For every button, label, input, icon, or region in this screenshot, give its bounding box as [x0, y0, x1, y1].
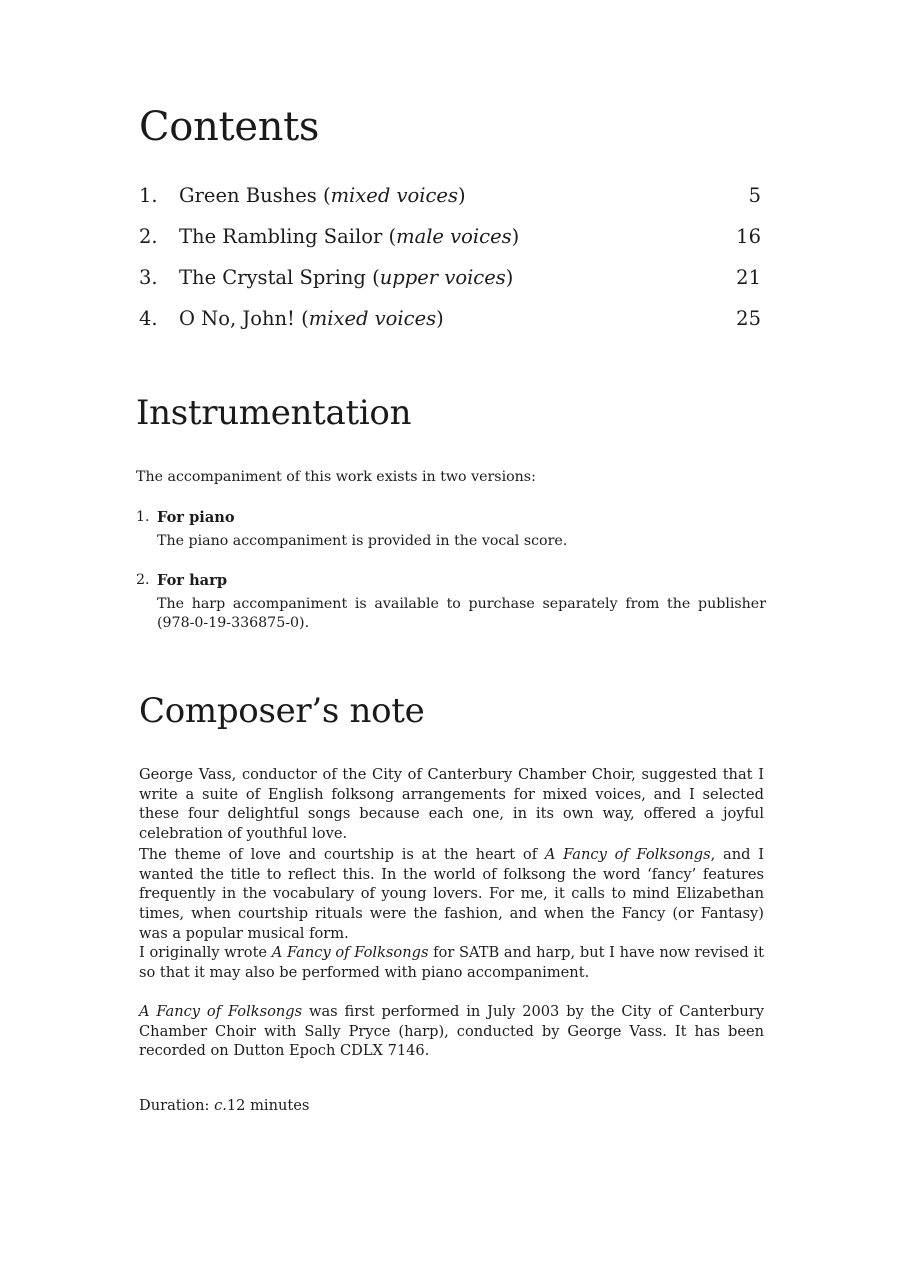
- duration-approx: c.: [214, 1097, 227, 1114]
- version-description: The piano accompaniment is provided in the vocal score.: [157, 533, 568, 549]
- toc-entry-name: The Rambling Sailor: [179, 225, 383, 248]
- duration-label: Duration:: [139, 1097, 215, 1114]
- toc-entry: [139, 305, 761, 333]
- toc-entry-page: 5: [748, 184, 761, 207]
- note-paragraph-3: [139, 943, 764, 982]
- toc-entry-number: 3.: [139, 266, 158, 289]
- work-title: A Fancy of Folksongs: [139, 1003, 303, 1020]
- toc-entry-page: 21: [736, 266, 761, 289]
- note-text: was first performed in July 2003 by the City of Canterbury Chamber Choir with Sally Pryce (harp), conducted by George Vass. It has been recorded on Dutton Epoch CDLX 7146.: [139, 1003, 764, 1060]
- note-paragraph-2: [139, 845, 764, 944]
- contents-heading: Contents: [139, 104, 320, 150]
- toc-entry-name: O No, John!: [179, 307, 295, 330]
- toc-entry-name: Green Bushes: [179, 184, 317, 207]
- version-number: 2.: [136, 572, 150, 588]
- toc-entry-page: 16: [736, 225, 761, 248]
- toc-entry-number: 2.: [139, 225, 158, 248]
- version-description: The harp accompaniment is available to purchase separately from the publisher (978-0-19-336875-0).: [157, 596, 766, 632]
- toc-entry-title: Green Bushes (mixed voices): [179, 184, 466, 207]
- toc-entry-title: The Rambling Sailor (male voices): [179, 225, 520, 248]
- note-paragraph-1: George Vass, conductor of the City of Canterbury Chamber Choir, suggested that I write a suite of English folksong arrangements for mixed voices, and I selected these four delightful songs because each one, in its own way, offered a joyful celebration of youthful love.: [139, 766, 764, 843]
- toc-entry-voices: mixed voices: [330, 184, 458, 207]
- toc-entry-name: The Crystal Spring: [179, 266, 366, 289]
- toc-entry-title: The Crystal Spring (upper voices): [179, 266, 514, 289]
- note-text: , and I wanted the title to reflect this. In the world of folksong the word ‘fancy’ features frequently in the vocabulary of young lovers. For me, it calls to mind Elizabethan times, when courtship rituals were the fashion, and when the Fancy (or Fantasy) was a popular musical form.: [139, 846, 765, 942]
- version-number: 1.: [136, 509, 150, 525]
- version-title: For harp: [157, 572, 228, 589]
- note-paragraph-4: [139, 1002, 764, 1061]
- toc-entry-title: O No, John! (mixed voices): [179, 307, 444, 330]
- note-text: for SATB and harp, but I have now revised it so that it may also be performed with piano accompaniment.: [139, 944, 764, 981]
- version-title: For piano: [157, 509, 235, 526]
- note-text: The theme of love and courtship is at the heart of: [139, 846, 545, 863]
- note-text: I originally wrote: [139, 944, 272, 961]
- toc-entry-page: 25: [736, 307, 761, 330]
- instrumentation-heading: Instrumentation: [136, 393, 412, 433]
- toc-entry: [139, 264, 761, 292]
- toc-entry-number: 4.: [139, 307, 158, 330]
- instrumentation-intro: The accompaniment of this work exists in two versions:: [136, 469, 536, 485]
- toc-entry-number: 1.: [139, 184, 158, 207]
- toc-entry-voices: upper voices: [379, 266, 506, 289]
- toc-entry-voices: mixed voices: [308, 307, 437, 330]
- composers-note-heading: Composer’s note: [139, 691, 425, 731]
- duration-value: 12 minutes: [226, 1097, 310, 1114]
- toc-entry: [139, 182, 761, 210]
- toc-entry: [139, 223, 761, 251]
- work-title: A Fancy of Folksongs: [544, 846, 711, 863]
- work-title: A Fancy of Folksongs: [271, 944, 429, 961]
- toc-entry-voices: male voices: [396, 225, 512, 248]
- duration: [139, 1096, 309, 1116]
